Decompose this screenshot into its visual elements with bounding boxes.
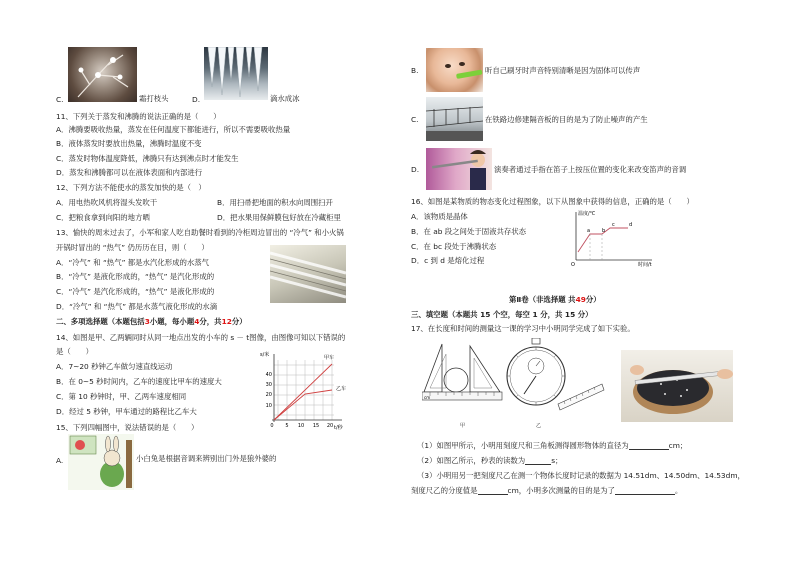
q17-sub3-line1: （3）小明用另一把刻度尺乙在测一个物体长度时记录的数据为 14.51dm、14.50dm、14.53dm， xyxy=(417,471,745,480)
q12-option-d: D．把水果用保鲜膜包好放在冷藏柜里 xyxy=(217,213,341,222)
q17-sub1-answer-blank[interactable] xyxy=(629,441,669,450)
st-label-yi: 乙车 xyxy=(336,386,347,392)
tambourine-photo xyxy=(621,350,733,422)
q11-option-c: C．蒸发时物体温度降低，沸腾只有达到沸点时才能发生 xyxy=(56,154,239,163)
round-object xyxy=(444,368,468,392)
ruler-unit: cm xyxy=(424,395,431,400)
q17-sub3-answer-blank-2[interactable] xyxy=(615,486,675,495)
q15-option-a-letter: A. xyxy=(56,456,64,465)
q14-option-d: D．经过 5 秒钟，甲车通过的路程比乙车大 xyxy=(56,407,197,416)
sound-barrier-photo xyxy=(426,97,483,141)
flute-player-photo xyxy=(426,148,492,190)
q11-option-d: D．蒸发和沸腾都可以在液体表面和内部进行 xyxy=(56,168,203,177)
q14-option-c: C．第 10 秒钟时，甲、乙两车速度相同 xyxy=(56,392,187,401)
q15-option-d-letter: D. xyxy=(411,165,420,174)
q13-option-d: D．“冷气” 和 “热气” 都是水蒸气液化形成的水滴 xyxy=(56,302,218,311)
st-label-jia: 甲车 xyxy=(324,355,335,361)
st-line-jia xyxy=(274,364,332,420)
figure-yi-label: 乙 xyxy=(536,423,542,429)
q15-option-b-letter: B. xyxy=(411,66,419,75)
flute-player-drawing xyxy=(426,148,492,190)
frost-branch-photo xyxy=(68,47,137,102)
q17-sub3-answer-blank-1[interactable] xyxy=(478,486,508,495)
section2-heading xyxy=(56,317,247,326)
q15-option-b-text: 听自己刷牙时声音特别清晰是因为固体可以传声 xyxy=(485,66,641,75)
option-c-text: 霜打枝头 xyxy=(139,94,169,103)
phase-point-a: a xyxy=(587,228,591,234)
section2-points: 4 xyxy=(194,317,200,326)
section2-mid: 小题，每小题 xyxy=(149,317,195,326)
q12-stem: 12、下列方法不能使水的蒸发加快的是（ ） xyxy=(56,183,206,192)
section2-prefix: 二、多项选择题（本题包括 xyxy=(56,317,145,326)
q17-sub2-answer-blank[interactable] xyxy=(525,456,551,465)
q14-option-b: B．在 0~5 秒时间内，乙车的速度比甲车的速度大 xyxy=(56,377,222,386)
phase-xlabel: 时间/t xyxy=(638,262,652,268)
phase-ylabel: 温度/℃ xyxy=(578,211,596,217)
q17-sub1-pre: （1）如图甲所示，小明用刻度尺和三角板测得圆形物体的直径为 xyxy=(417,441,629,450)
q11-option-a: A．沸腾要吸收热量，蒸发在任何温度下都能进行，所以不需要吸收热量 xyxy=(56,125,291,134)
q15-option-a-text: 小白兔是根据音调来辨别出门外是狼外婆的 xyxy=(136,454,277,463)
q17-sub2-pre: （2）如图乙所示，秒表的读数为 xyxy=(417,456,526,465)
option-d-letter: D. xyxy=(192,95,201,104)
q16-stem: 16、如图是某物质的物态变化过程图象，以下从图象中获得的信息，正确的是（ ） xyxy=(411,197,694,206)
freezer-photo xyxy=(270,245,346,303)
st-xtick: 15 xyxy=(312,423,320,429)
icicle-drawing xyxy=(204,47,268,100)
part2-score: 49 xyxy=(575,295,586,304)
q13-stem-line2: 开锅时冒出的 “热气” 仍历历在目，则（ ） xyxy=(56,243,209,252)
ruler-yi-figure xyxy=(556,382,606,412)
q11-stem: 11、下列关于蒸发和沸腾的说法正确的是（ ） xyxy=(56,112,221,121)
freezer-drawing xyxy=(270,245,346,303)
q13-stem-line1: 13、愉快的周末过去了，小军和家人吃自助餐时看到的冷柜周边冒出的 “冷气” 和小火锅 xyxy=(56,228,344,237)
q17-sub3-post: 。 xyxy=(674,486,683,495)
q16-option-b: B．在 ab 段之间处于固液共存状态 xyxy=(411,227,527,236)
section2-mid2: 分，共 xyxy=(199,317,222,326)
option-d-text: 滴水成冰 xyxy=(270,94,300,103)
q17-sub1-post: cm； xyxy=(668,441,688,450)
q16-option-c: C．在 bc 段处于沸腾状态 xyxy=(411,242,497,251)
rabbit-cartoon xyxy=(68,434,134,490)
st-xtick: 0 xyxy=(270,423,274,429)
q16-option-a: A．该物质是晶体 xyxy=(411,212,468,221)
st-xtick: 20 xyxy=(326,423,334,429)
part2-suffix: 分） xyxy=(585,295,601,304)
q17-sub1 xyxy=(417,441,687,450)
section2-count: 3 xyxy=(144,317,150,326)
q11-option-b: B．液体蒸发时要放出热量，沸腾时温度不变 xyxy=(56,139,202,148)
q17-sub3-mid: cm，小明多次测量的目的是为了 xyxy=(507,486,615,495)
st-ylabel: s/米 xyxy=(260,352,270,358)
q17-sub2-post: s； xyxy=(551,456,563,465)
figure-jia-label: 甲 xyxy=(460,423,466,429)
section2-total: 12 xyxy=(221,317,232,326)
phase-origin: O xyxy=(571,262,575,268)
section3-heading: 三、填空题（本题共 15 个空，每空 1 分，共 15 分） xyxy=(411,310,593,319)
q17-sub3-pre: 刻度尺乙的分度值是 xyxy=(411,486,478,495)
st-xtick: 5 xyxy=(285,423,289,429)
icicle-photo xyxy=(204,47,268,100)
triangle-right xyxy=(470,346,500,392)
ruler-triangle-figure xyxy=(422,336,504,410)
frost-branch-drawing xyxy=(68,47,137,102)
q17-sub2 xyxy=(417,456,562,465)
st-ytick: 10 xyxy=(265,403,272,409)
phase-point-d: d xyxy=(629,222,633,228)
st-ytick: 40 xyxy=(265,372,272,378)
q12-option-c: C．把粮食拿到向阳的地方晒 xyxy=(56,213,150,222)
q12-option-b: B．用扫帚把地面的积水向周围扫开 xyxy=(217,198,333,207)
rabbit-cartoon-drawing xyxy=(68,434,134,490)
option-c-letter: C. xyxy=(56,95,64,104)
q15-stem: 15、下列四幅图中，说法错误的是（ ） xyxy=(56,423,199,432)
q14-stem-line2: 是（ ） xyxy=(56,347,93,356)
q17-sub3-line2 xyxy=(411,486,682,495)
q15-option-c-letter: C. xyxy=(411,115,419,124)
sound-barrier-drawing xyxy=(426,97,483,141)
st-ytick: 30 xyxy=(265,382,272,388)
q15-option-d-text: 演奏者通过手指在笛子上按压位置的变化来改变笛声的音调 xyxy=(494,165,687,174)
phase-change-graph xyxy=(566,208,658,268)
q12-option-a: A．用电热吹风机将湿头发吹干 xyxy=(56,198,158,207)
q14-stem-line1: 14、如图是甲、乙两辆同时从同一地点出发的小车的 s － t图像，由图像可知以下错误的 xyxy=(56,333,346,342)
section2-suffix: 分） xyxy=(231,317,247,326)
phase-point-b: b xyxy=(602,228,606,234)
tambourine-drawing xyxy=(621,350,733,422)
q13-option-c: C．“冷气” 是汽化形成的，“热气” 是液化形成的 xyxy=(56,287,215,296)
q14-option-a: A．7~20 秒钟乙车做匀速直线运动 xyxy=(56,362,173,371)
st-xlabel: t/秒 xyxy=(334,425,343,431)
q16-option-d: D．c 到 d 是熔化过程 xyxy=(411,256,485,265)
q15-option-c-text: 在铁路边修建隔音板的目的是为了防止噪声的产生 xyxy=(485,115,648,124)
q13-option-b: B．“冷气” 是液化形成的，“热气” 是汽化形成的 xyxy=(56,272,215,281)
phase-guides xyxy=(590,234,602,260)
toothbrush-drawing xyxy=(426,48,483,92)
q13-option-a: A．“冷气” 和 “热气” 都是水汽化形成的水蒸气 xyxy=(56,258,210,267)
part2-heading xyxy=(509,295,601,304)
q17-stem: 17、在长度和时间的测量这一课的学习中小明同学完成了如下实验。 xyxy=(411,324,635,333)
st-graph xyxy=(256,350,348,432)
toothbrush-photo xyxy=(426,48,483,92)
part2-prefix: 第Ⅱ卷（非选择题 共 xyxy=(509,295,576,304)
st-ytick: 20 xyxy=(265,392,272,398)
st-xtick: 10 xyxy=(297,423,305,429)
phase-point-c: c xyxy=(612,222,615,228)
